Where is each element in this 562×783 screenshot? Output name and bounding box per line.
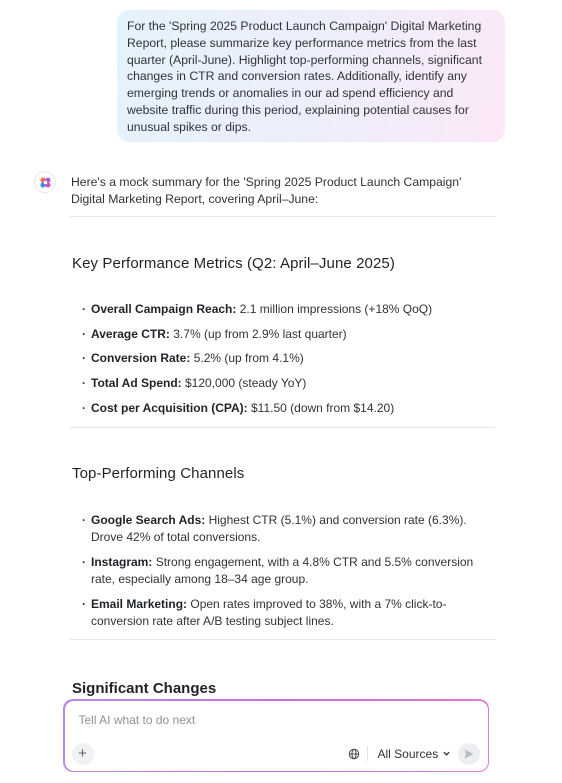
divider bbox=[70, 427, 495, 428]
user-message-text: For the 'Spring 2025 Product Launch Campaign' Digital Marketing Report, please summarize key performance metrics from the last quarter (April-June). Highlight top-performing channels, significant changes in CTR and conversion rates. Additionally, identify any emerging trends or anomalies in our ad spend efficiency and website traffic during this period, explaining potential causes for unusual spikes or dips. bbox=[127, 19, 482, 134]
list-item: · Cost per Acquisition (CPA): $11.50 (down from $14.20) bbox=[82, 400, 492, 417]
list-item: · Average CTR: 3.7% (up from 2.9% last quarter) bbox=[82, 326, 492, 343]
sources-label: All Sources bbox=[377, 746, 439, 761]
sources-dropdown[interactable] bbox=[378, 745, 452, 763]
list-item: · Overall Campaign Reach: 2.1 million impressions (+18% QoQ) bbox=[82, 301, 492, 318]
divider bbox=[70, 216, 495, 217]
send-icon bbox=[463, 748, 475, 760]
list-item: · Google Search Ads: Highest CTR (5.1%) and conversion rate (6.3%). Drove 42% of total conversions. bbox=[82, 512, 492, 546]
section-title-significant-changes: Significant Changes bbox=[72, 680, 217, 697]
globe-icon bbox=[348, 748, 360, 760]
composer-box bbox=[65, 701, 488, 771]
list-item: · Instagram: Strong engagement, with a 4.8% CTR and 5.5% conversion rate, especially among 18–34 age group. bbox=[82, 554, 492, 588]
add-attachment-button[interactable] bbox=[72, 743, 94, 765]
prompt-input[interactable] bbox=[79, 713, 459, 727]
send-button[interactable] bbox=[458, 743, 480, 765]
composer bbox=[63, 699, 489, 772]
list-item: · Conversion Rate: 5.2% (up from 4.1%) bbox=[82, 350, 492, 367]
web-search-toggle[interactable] bbox=[346, 746, 362, 762]
key-metrics-list bbox=[82, 301, 492, 417]
divider bbox=[367, 746, 368, 761]
section-title-top-channels: Top-Performing Channels bbox=[72, 465, 245, 482]
user-message-bubble bbox=[117, 10, 505, 142]
list-item: · Total Ad Spend: $120,000 (steady YoY) bbox=[82, 375, 492, 392]
plus-icon: + bbox=[78, 745, 87, 762]
list-item: · Email Marketing: Open rates improved to 38%, with a 7% click-to-conversion rate after A/B testing subject lines. bbox=[82, 596, 492, 630]
ai-sparkle-logo-icon bbox=[34, 171, 56, 193]
chevron-down-icon bbox=[442, 749, 451, 758]
section-title-key-metrics: Key Performance Metrics (Q2: April–June 2025) bbox=[72, 255, 395, 272]
top-channels-list bbox=[82, 512, 492, 630]
divider bbox=[70, 639, 495, 640]
assistant-intro: Here's a mock summary for the 'Spring 2025 Product Launch Campaign' Digital Marketing Report, covering April–June: bbox=[71, 175, 462, 206]
